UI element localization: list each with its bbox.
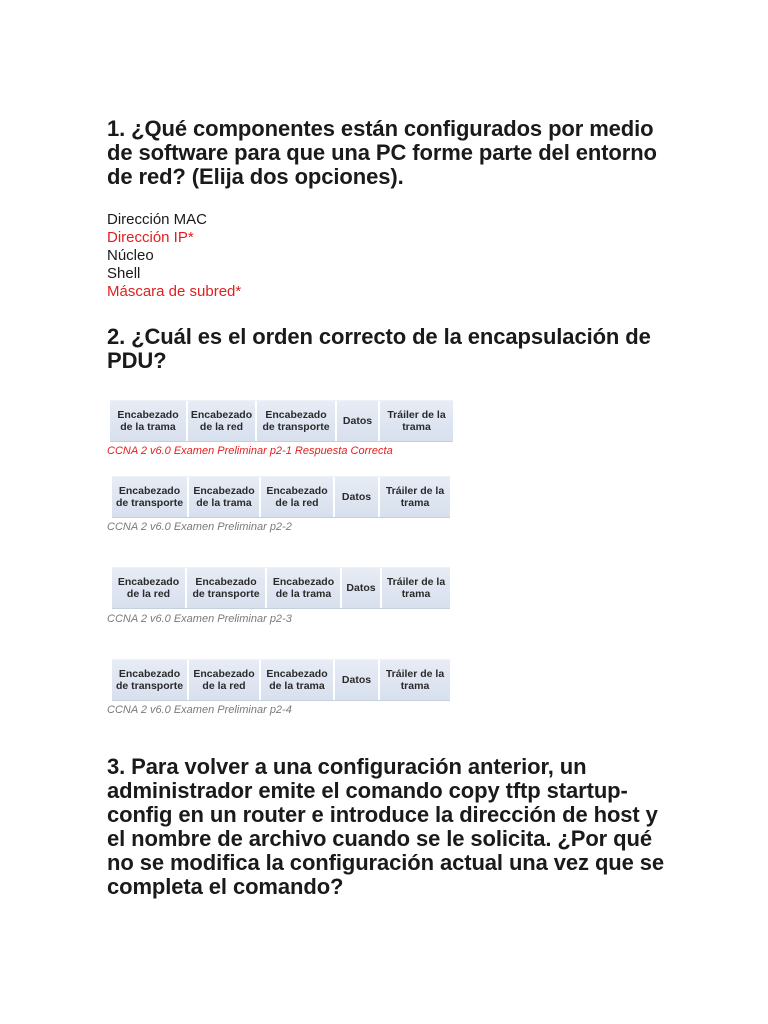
pdu-cell: Encabezado de la trama xyxy=(189,477,261,517)
pdu-cell: Datos xyxy=(342,568,382,608)
option-subnet-mask: Máscara de subred* xyxy=(107,283,242,300)
question-1-title: 1. ¿Qué componentes están configurados por medio de software para que una PC forme parte del entorno de red? (Elija dos opciones). xyxy=(107,116,657,189)
pdu-figure-2 xyxy=(112,476,450,518)
pdu-cell: Encabezado de transporte xyxy=(112,477,189,517)
option-mac-address: Dirección MAC xyxy=(107,211,208,228)
pdu-cell: Encabezado de la trama xyxy=(110,401,188,441)
option-shell: Shell xyxy=(107,265,141,282)
pdu-cell: Encabezado de la red xyxy=(112,568,187,608)
pdu-cell: Datos xyxy=(335,660,380,700)
pdu-cell: Encabezado de la red xyxy=(189,660,261,700)
figure-3-caption: CCNA 2 v6.0 Examen Preliminar p2-3 xyxy=(107,613,292,625)
pdu-cell: Encabezado de la trama xyxy=(261,660,335,700)
option-kernel: Núcleo xyxy=(107,247,154,264)
pdu-cell: Encabezado de la red xyxy=(261,477,335,517)
figure-4-caption: CCNA 2 v6.0 Examen Preliminar p2-4 xyxy=(107,704,292,716)
question-3-title: 3. Para volver a una configuración anterior, un administrador emite el comando copy tftp startup-config en un router e introduce la dirección de host y el nombre de archivo cuando se le solicita. ¿Por qué no se modifica la configuración actual una vez que se completa el comando? xyxy=(107,754,665,899)
pdu-cell: Tráiler de la trama xyxy=(382,568,450,608)
pdu-cell: Encabezado de la red xyxy=(188,401,257,441)
pdu-cell: Encabezado de la trama xyxy=(267,568,342,608)
pdu-cell: Encabezado de transporte xyxy=(112,660,189,700)
option-ip-address: Dirección IP* xyxy=(107,229,194,246)
pdu-figure-1 xyxy=(110,400,453,442)
pdu-cell: Datos xyxy=(335,477,380,517)
pdu-cell: Tráiler de la trama xyxy=(380,660,450,700)
pdu-cell: Tráiler de la trama xyxy=(380,401,453,441)
pdu-cell: Encabezado de transporte xyxy=(187,568,267,608)
figure-2-caption: CCNA 2 v6.0 Examen Preliminar p2-2 xyxy=(107,521,292,533)
question-2-title: 2. ¿Cuál es el orden correcto de la encapsulación de PDU? xyxy=(107,324,651,373)
pdu-cell: Tráiler de la trama xyxy=(380,477,450,517)
pdu-cell: Datos xyxy=(337,401,380,441)
pdu-figure-4 xyxy=(112,659,450,701)
pdu-cell: Encabezado de transporte xyxy=(257,401,337,441)
figure-1-caption: CCNA 2 v6.0 Examen Preliminar p2-1 Respuesta Correcta xyxy=(107,445,393,457)
pdu-figure-3 xyxy=(112,567,450,609)
